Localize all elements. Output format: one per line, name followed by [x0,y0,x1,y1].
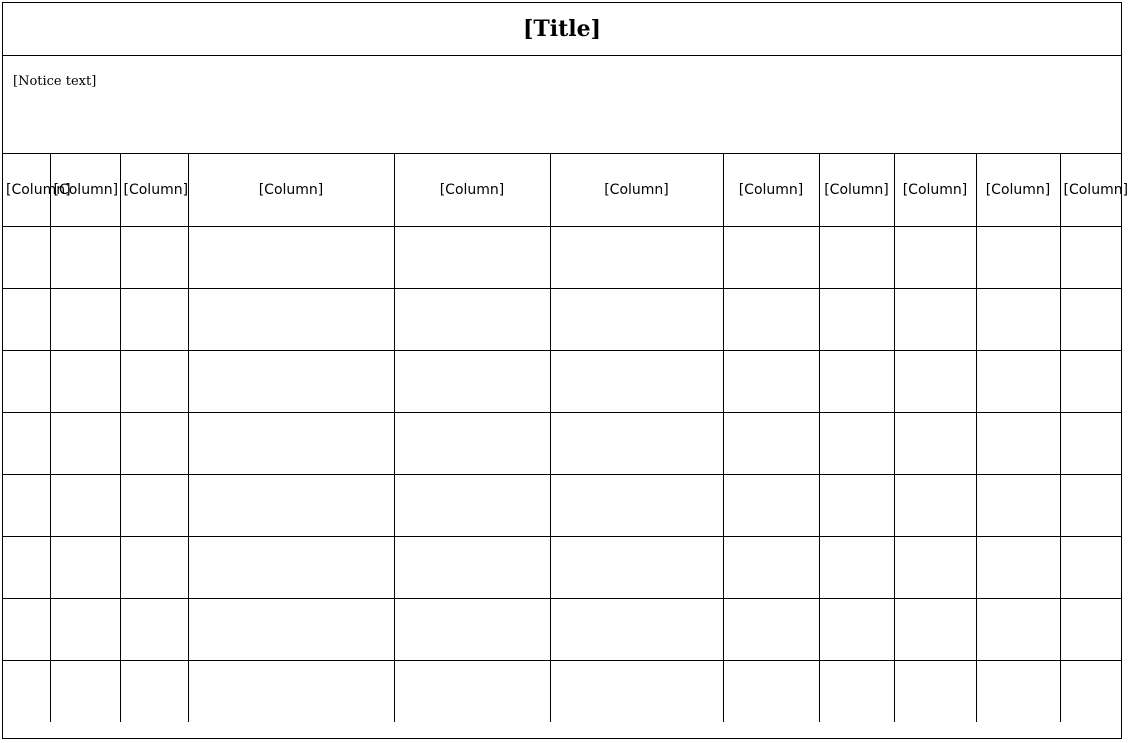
eligibility-type [894,351,976,413]
employer-address [550,351,723,413]
applicant-name [50,537,120,599]
applicant-name [50,475,120,537]
applicant-name [50,289,120,351]
eligibility-type [894,661,976,723]
employer [394,475,550,537]
id-number [188,227,394,289]
remark [1060,537,1121,599]
insurance-months [723,661,819,723]
table-row [3,289,1121,351]
employer [394,661,550,723]
housing-mode [976,413,1060,475]
eligibility-type [894,413,976,475]
housing-mode [976,351,1060,413]
header-address: [Column] [550,154,723,227]
row-no [3,599,50,661]
applicant-name [50,227,120,289]
street [120,289,188,351]
street [120,413,188,475]
employer-address [550,289,723,351]
remark [1060,351,1121,413]
table-row [3,599,1121,661]
header-months: [Column] [723,154,819,227]
row-no [3,413,50,475]
row-no [3,661,50,723]
insurance-months [723,537,819,599]
insurance-months [723,413,819,475]
page-title: [Title] [3,3,1121,56]
table-row [3,661,1121,723]
housing-mode [976,475,1060,537]
applicant-name [50,599,120,661]
own-house [819,351,894,413]
header-employer: [Column] [394,154,550,227]
remark [1060,227,1121,289]
insurance-months [723,351,819,413]
own-house [819,537,894,599]
remark [1060,413,1121,475]
employer [394,351,550,413]
employer-address [550,599,723,661]
own-house [819,475,894,537]
street [120,227,188,289]
id-number [188,351,394,413]
header-name: [Column] [50,154,120,227]
row-no [3,537,50,599]
employer [394,413,550,475]
employer-address [550,475,723,537]
housing-mode [976,599,1060,661]
insurance-months [723,475,819,537]
header-type: [Column] [894,154,976,227]
remark [1060,475,1121,537]
employer [394,289,550,351]
header-remark: [Column] [1060,154,1121,227]
table-header-row [3,154,1121,227]
table-row [3,475,1121,537]
employer [394,599,550,661]
employer [394,227,550,289]
housing-mode [976,661,1060,723]
eligibility-type [894,537,976,599]
table-row [3,351,1121,413]
employer-address [550,227,723,289]
housing-mode [976,227,1060,289]
street [120,661,188,723]
header-house: [Column] [819,154,894,227]
insurance-months [723,599,819,661]
id-number [188,599,394,661]
notice-sheet [2,2,1128,739]
row-no [3,351,50,413]
own-house [819,227,894,289]
street [120,599,188,661]
table-row [3,537,1121,599]
applicant-name [50,661,120,723]
employer [394,537,550,599]
own-house [819,661,894,723]
remark [1060,599,1121,661]
header-id: [Column] [188,154,394,227]
applicant-name [50,413,120,475]
header-mode: [Column] [976,154,1060,227]
employer-address [550,413,723,475]
insurance-months [723,227,819,289]
eligibility-type [894,289,976,351]
insurance-months [723,289,819,351]
row-no [3,289,50,351]
table-row [3,227,1121,289]
applicant-name [50,351,120,413]
id-number [188,289,394,351]
id-number [188,661,394,723]
id-number [188,537,394,599]
header-no: [Column] [3,154,50,227]
row-no [3,475,50,537]
eligibility-type [894,599,976,661]
id-number [188,413,394,475]
eligibility-type [894,227,976,289]
housing-mode [976,537,1060,599]
street [120,351,188,413]
employer-address [550,537,723,599]
remark [1060,289,1121,351]
own-house [819,599,894,661]
street [120,475,188,537]
row-no [3,227,50,289]
housing-mode [976,289,1060,351]
remark [1060,661,1121,723]
own-house [819,289,894,351]
header-street: [Column] [120,154,188,227]
applicant-table [3,154,1128,722]
employer-address [550,661,723,723]
eligibility-type [894,475,976,537]
table-row [3,413,1121,475]
street [120,537,188,599]
notice-paragraph: [Notice text] [3,56,1121,154]
own-house [819,413,894,475]
id-number [188,475,394,537]
